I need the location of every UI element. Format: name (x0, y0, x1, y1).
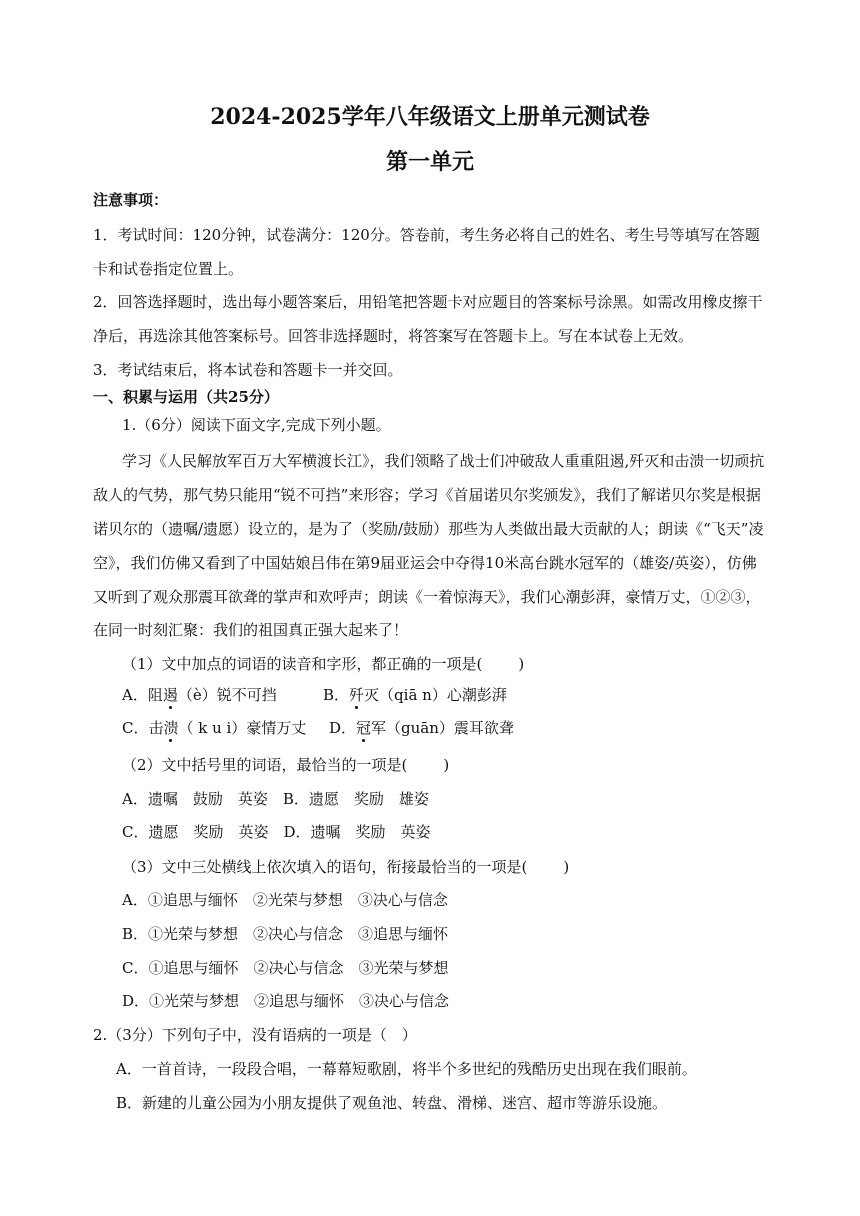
q1-sub1-option-b[interactable]: B．歼灭（qiā n）心潮彭湃 (323, 686, 507, 704)
q1-sub3-option-b[interactable]: B．①光荣与梦想 ②决心与信念 ③追思与缅怀 (122, 925, 449, 943)
q1-sub3-option-c[interactable]: C．①追思与缅怀 ②决心与信念 ③光荣与梦想 (122, 959, 449, 977)
notice-item-2-line-2: 净后，再选涂其他答案标号。回答非选择题时，将答案写在答题卡上。写在本试卷上无效。 (93, 327, 694, 345)
q1-sub3-option-a[interactable]: A．①追思与缅怀 ②光荣与梦想 ③决心与信念 (122, 891, 448, 909)
q1-sub1-option-a[interactable]: A．阻遏（è）锐不可挡 (122, 686, 277, 704)
passage-line-4: 空》，我们仿佛又看到了中国姑娘吕伟在第9届亚运会中夺得10米高台跳水冠军的（雄姿/英姿），仿佛 (93, 554, 757, 572)
exam-title: 2024-2025学年八年级语文上册单元测试卷 (210, 104, 650, 130)
section-1-heading: 一、积累与运用（共25分） (93, 388, 279, 406)
notice-heading: 注意事项： (93, 191, 169, 209)
q1-sub2-options-cd[interactable]: C．遗愿 奖励 英姿 D．遗嘱 奖励 英姿 (122, 823, 431, 841)
passage-line-5: 又听到了观众那震耳欲聋的掌声和欢呼声；朗读《一着惊海天》，我们心潮彭湃，豪情万丈，①②③， (93, 588, 761, 606)
notice-item-3: 3．考试结束后，将本试卷和答题卡一并交回。 (93, 361, 403, 379)
notice-item-1-line-1: 1．考试时间：120分钟，试卷满分：120分。答卷前，考生务必将自己的姓名、考生号等填写在答题 (93, 226, 760, 244)
notice-item-1-line-2: 卡和试卷指定位置上。 (93, 260, 244, 278)
q1-sub1-option-d[interactable]: D．冠军（guān）震耳欲聋 (329, 719, 514, 737)
q1-sub3-option-d[interactable]: D．①光荣与梦想 ②追思与缅怀 ③决心与信念 (122, 992, 450, 1010)
q2-option-b[interactable]: B．新建的儿童公园为小朋友提供了观鱼池、转盘、滑梯、迷宫、超市等游乐设施。 (116, 1094, 668, 1112)
passage-line-1: 学习《人民解放军百万大军横渡长江》，我们领略了战士们冲破敌人重重阻遏,歼灭和击溃一切顽抗 (122, 452, 765, 470)
q2-option-a[interactable]: A．一首首诗，一段段合唱，一幕幕短歌剧，将半个多世纪的残酷历史出现在我们眼前。 (116, 1060, 697, 1078)
q1-sub3-stem: （3）文中三处横线上依次填入的语句，衔接最恰当的一项是( ) (122, 858, 570, 876)
q1-sub2-stem: （2）文中括号里的词语，最恰当的一项是( ) (122, 756, 450, 774)
passage-line-2: 敌人的气势，那气势只能用“锐不可挡”来形容；学习《首届诺贝尔奖颁发》，我们了解诺贝尔奖是根据 (93, 486, 761, 504)
passage-line-6: 在同一时刻汇聚：我们的祖国真正强大起来了！ (93, 621, 409, 639)
q1-intro: 1.（6分）阅读下面文字,完成下列小题。 (122, 416, 391, 434)
passage-line-3: 诺贝尔的（遗嘱/遗愿）设立的，是为了（奖励/鼓励）那些为人类做出最大贡献的人；朗读《“飞天”凌 (93, 520, 764, 538)
q1-sub1-stem: （1）文中加点的词语的读音和字形，都正确的一项是( ) (122, 655, 525, 673)
unit-title: 第一单元 (385, 149, 474, 175)
q1-sub2-options-ab[interactable]: A．遗嘱 鼓励 英姿 B．遗愿 奖励 雄姿 (122, 790, 429, 808)
q1-sub1-option-c[interactable]: C．击溃（ k u i）豪情万丈 (122, 719, 307, 737)
notice-item-2-line-1: 2．回答选择题时，选出每小题答案后，用铅笔把答题卡对应题目的答案标号涂黑。如需改用橡皮擦干 (93, 293, 763, 311)
q2-stem: 2.（3分）下列句子中，没有语病的一项是（ ） (93, 1026, 417, 1044)
